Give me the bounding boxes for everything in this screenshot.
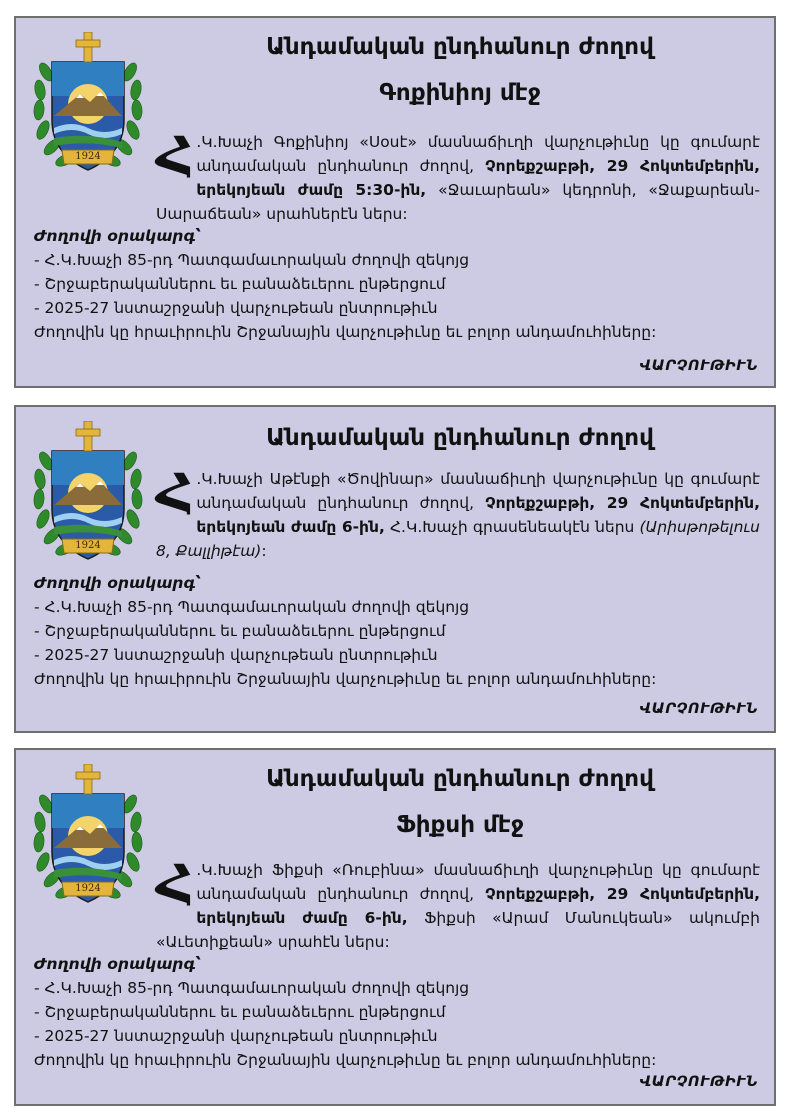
signature: ՎԱՐՉՈՒԹԻՒՆ [639, 1074, 758, 1090]
meeting-datetime: Չորեքշաբթի, 29 Հոկտեմբերին, երեկոյեան ժամը 6-ին, [196, 494, 760, 536]
notice-fiksi [14, 748, 776, 1106]
intro-paragraph [156, 854, 760, 954]
dropcap: Հ [156, 854, 195, 915]
signature: ՎԱՐՉՈՒԹԻՒՆ [639, 701, 758, 717]
agenda-item: - Շրջաբերականներու եւ բանաձեւերու ընթերցում [34, 1003, 446, 1021]
agenda-heading: Ժողովի օրակարգ՝ [34, 955, 201, 973]
notice-gokinio [14, 16, 776, 388]
hok-emblem-icon [32, 32, 144, 182]
agenda-item: - Հ.Կ.Խաչի 85-րդ Պատգամաւորական ժողովի զեկոյց [34, 598, 470, 616]
agenda-block [34, 571, 760, 691]
intro-paragraph [156, 126, 760, 226]
notice-title: Անդամական ընդհանուր ժողով [266, 425, 654, 451]
agenda-item: - Շրջաբերականներու եւ բանաձեւերու ընթերցում [34, 275, 446, 293]
notice-title: Անդամական ընդհանուր ժողով [266, 766, 654, 792]
notice-athens [14, 405, 776, 733]
signature: ՎԱՐՉՈՒԹԻՒՆ [639, 358, 758, 374]
agenda-item: - Հ.Կ.Խաչի 85-րդ Պատգամաւորական ժողովի զեկոյց [34, 251, 470, 269]
emblem-year: 1924 [75, 540, 101, 551]
emblem-year: 1924 [75, 883, 101, 894]
notice-subtitle: Գոքինիոյ մէջ [379, 80, 541, 106]
dropcap: Հ [156, 126, 195, 187]
notice-subtitle: Ֆիքսի մէջ [396, 812, 524, 838]
hok-emblem-icon [32, 421, 144, 571]
agenda-item: - 2025-27 նստաշրջանի վարչութեան ընտրութիւն [34, 299, 438, 317]
venue-text: Հ.Կ.Խաչի գրասենեակէն ներս [384, 518, 640, 536]
venue-text: Ֆիքսի «Արամ Մանուկեան» ակումբի «Աւետիքեան» սրահէն ներս: [156, 909, 760, 951]
dropcap: Հ [156, 463, 195, 524]
venue-address: (Արիսթոթելուս 8, Քալլիթէա) [156, 518, 760, 560]
agenda-heading: Ժողովի օրակարգ՝ [34, 574, 201, 592]
intro-paragraph [156, 463, 760, 563]
hok-emblem-icon [32, 764, 144, 914]
agenda-heading: Ժողովի օրակարգ՝ [34, 227, 201, 245]
venue-text: «Ջաւարեան» կեդրոնի, «Ջաքարեան-Սարաճեան» սրահներէն ներս: [156, 181, 760, 223]
intro-end: : [261, 542, 267, 560]
meeting-datetime: Չորեքշաբթի, 29 Հոկտեմբերին, երեկոյեան ժամը 6-ին, [196, 885, 760, 927]
meeting-datetime: Չորեքշաբթի, 29 Հոկտեմբերին, երեկոյեան ժամը 5:30-ին, [196, 157, 760, 199]
emblem-year: 1924 [75, 151, 101, 162]
closing-line: Ժողովին կը հրաւիրուին Շրջանային վարչութիւնը եւ բոլոր անդամուհիները: [34, 670, 657, 688]
agenda-item: - Հ.Կ.Խաչի 85-րդ Պատգամաւորական ժողովի զեկոյց [34, 979, 470, 997]
agenda-item: - Շրջաբերականներու եւ բանաձեւերու ընթերցում [34, 622, 446, 640]
agenda-item: - 2025-27 նստաշրջանի վարչութեան ընտրութիւն [34, 1027, 438, 1045]
notice-title: Անդամական ընդհանուր ժողով [266, 34, 654, 60]
intro-text: .Կ.Խաչի Գոքինիոյ «Սօսէ» մասնաճիւղի վարչութիւնը կը գումարէ անդամական ընդհանուր ժողով, [196, 133, 760, 175]
intro-text: .Կ.Խաչի Աթէնքի «Ծովինար» մասնաճիւղի վարչութիւնը կը գումարէ անդամական ընդհանուր ժողով, [196, 470, 760, 512]
agenda-item: - 2025-27 նստաշրջանի վարչութեան ընտրութիւն [34, 646, 438, 664]
closing-line: Ժողովին կը հրաւիրուին Շրջանային վարչութիւնը եւ բոլոր անդամուհիները: [34, 1051, 657, 1069]
agenda-block [34, 224, 760, 344]
intro-text: .Կ.Խաչի Ֆիքսի «Ռուբինա» մասնաճիւղի վարչութիւնը կը գումարէ անդամական ընդհանուր ժողով, [196, 861, 760, 903]
agenda-block [34, 952, 760, 1072]
closing-line: Ժողովին կը հրաւիրուին Շրջանային վարչութիւնը եւ բոլոր անդամուհիները: [34, 323, 657, 341]
